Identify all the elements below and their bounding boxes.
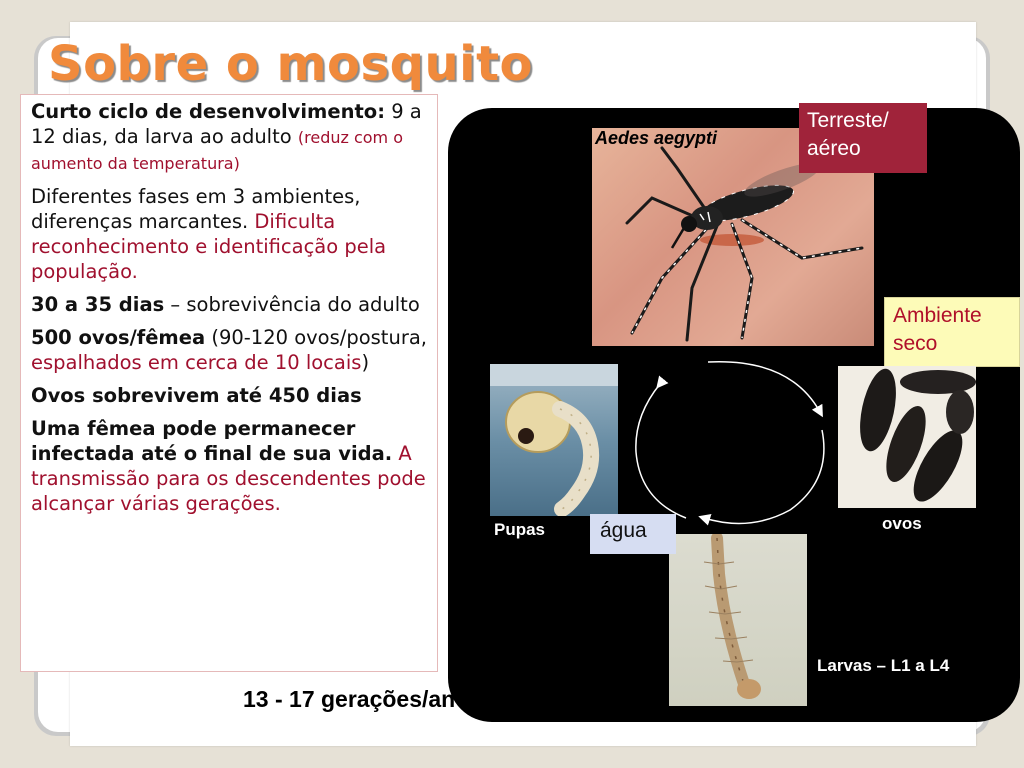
eggs-photo (838, 366, 976, 508)
pupa-photo (490, 364, 618, 516)
egg-survival-text: Ovos sobrevivem até 450 dias (31, 384, 362, 407)
survival-text: – sobrevivência do adulto (164, 293, 420, 316)
terrestrial-label: Terreste/ aéreo (807, 109, 889, 160)
larva-illustration (669, 534, 807, 706)
arrow-top-icon (708, 362, 820, 412)
generations-caption: 13 - 17 gerações/ano (243, 686, 470, 712)
eggs-note: espalhados em cerca de 10 locais (31, 351, 362, 374)
eggs-text: (90-120 ovos/postura, (205, 326, 427, 349)
terrestrial-box (799, 103, 927, 173)
larva-photo (669, 534, 807, 706)
cycle-label: Curto ciclo de desenvolvimento: (31, 100, 385, 123)
cycle-text: 9 a 12 dias, da larva ao adulto (31, 100, 422, 148)
environments-text: Diferentes fases em 3 ambientes, diferenças marcantes. (31, 185, 361, 233)
cycle-arrows (620, 360, 840, 540)
eggs-illustration (838, 366, 976, 508)
species-label: Aedes aegypti (595, 128, 718, 148)
survival-days: 30 a 35 dias (31, 293, 165, 316)
arrow-bottom-icon (704, 430, 824, 523)
paragraph-survival (31, 292, 427, 317)
paragraph-egg-survival (31, 383, 427, 408)
paragraph-infection (31, 416, 427, 516)
paragraph-environments (31, 184, 427, 284)
dry-environment-box (884, 297, 1020, 367)
paragraph-cycle (31, 99, 427, 176)
dry-environment-label: Ambiente seco (893, 304, 982, 355)
pupas-label: Pupas (494, 520, 546, 539)
info-text-box (20, 94, 438, 672)
environments-note: Dificulta reconhecimento e identificação pela população. (31, 210, 387, 283)
eggs-end: ) (361, 351, 370, 374)
arrow-left-icon (636, 384, 686, 518)
slide-title: Sobre o mosquito (48, 36, 533, 92)
ovos-label: ovos (882, 514, 922, 533)
water-label: água (600, 519, 647, 542)
transmission-note: A transmissão para os descendentes pode alcançar várias gerações. (31, 442, 426, 515)
pupa-illustration (490, 364, 618, 516)
eggs-count: 500 ovos/fêmea (31, 326, 206, 349)
paragraph-eggs (31, 325, 427, 375)
infection-text: Uma fêmea pode permanecer infectada até o final de sua vida. (31, 417, 393, 465)
larvas-label: Larvas – L1 a L4 (817, 656, 950, 675)
cycle-note: (reduz com o aumento da temperatura) (31, 128, 404, 173)
